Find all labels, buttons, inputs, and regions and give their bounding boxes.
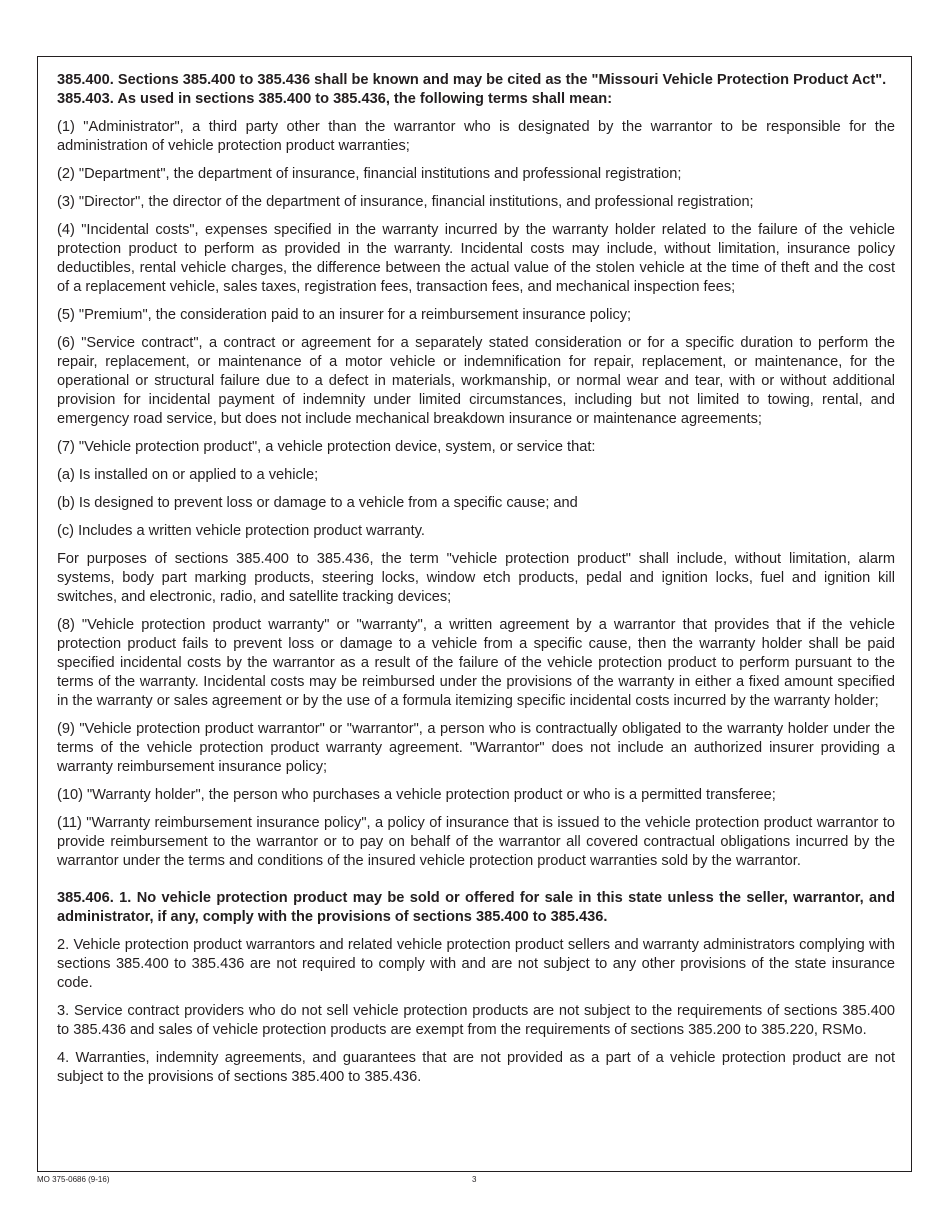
definition-vehicle-protection-product: (7) "Vehicle protection product", a vehicle protection device, system, or service that:: [57, 439, 596, 455]
section-385-406-item-4: 4. Warranties, indemnity agreements, and guarantees that are not provided as a part of a vehicle protection product are not subject to the provisions of sections 385.400 to 385.436.: [57, 1050, 895, 1085]
section-385-403-heading: 385.403. As used in sections 385.400 to 385.436, the following terms shall mean:: [57, 91, 613, 107]
page-number: 3: [472, 1175, 477, 1184]
section-385-406-heading: 385.406. 1. No vehicle protection product may be sold or offered for sale in this state unless the seller, warrantor, and administrator, if any, comply with the provisions of sections 385.400 to 385.436.: [57, 890, 895, 925]
form-number: MO 375-0686 (9-16): [37, 1175, 110, 1184]
definition-service-contract: (6) "Service contract", a contract or agreement for a separately stated consideration or for a specific duration to perform the repair, replacement, or maintenance of a motor vehicle or indemnification for repair, replacement, or maintenance, for the operational or structural failure due to a defect in materials, workmanship, or normal wear and tear, with or without additional provision for incidental payment of indemnity under limited circumstances, including but not limited to towing, rental, and emergency road service, but does not include mechanical breakdown insurance or maintenance agreements;: [57, 335, 895, 427]
definition-reimbursement-policy: (11) "Warranty reimbursement insurance policy", a policy of insurance that is issued to the vehicle protection product warrantor to provide reimbursement to the warrantor or to pay on behalf of the warrantor all covered contractual obligations incurred by the warrantor under the terms and conditions of the insured vehicle protection product warranties sold by the warrantor.: [57, 815, 895, 869]
definition-incidental-costs: (4) "Incidental costs", expenses specified in the warranty incurred by the warranty holder related to the failure of the vehicle protection product to perform as provided in the warranty. Incidental costs may include, without limitation, insurance policy deductibles, rental vehicle charges, the difference between the actual value of the stolen vehicle at the time of theft and the cost of a replacement vehicle, sales taxes, registration fees, transaction fees, and mechanical inspection fees;: [57, 222, 895, 295]
page-border: [37, 56, 912, 1172]
definition-warranty: (8) "Vehicle protection product warranty" or "warranty", a written agreement by a warrantor that provides that if the vehicle protection product fails to prevent loss or damage to a vehicle from a specific cause, then the warranty holder shall be paid specified incidental costs by the warrantor as a result of the failure of the vehicle protection product to perform pursuant to the terms of the warranty. Incidental costs may be reimbursed under the provisions of the warranty in either a fixed amount specified in the warranty or sales agreement or by the use of a formula itemizing specific incidental costs incurred by the warranty holder;: [57, 617, 895, 709]
definition-warrantor: (9) "Vehicle protection product warrantor" or "warrantor", a person who is contractually obligated to the warranty holder under the terms of the vehicle protection product warranty agreement. "Warrantor" does not include an authorized insurer providing a warranty reimbursement insurance policy;: [57, 721, 895, 775]
section-385-406-item-3: 3. Service contract providers who do not sell vehicle protection products are not subject to the requirements of sections 385.400 to 385.436 and sales of vehicle protection products are exempt from the requirements of sections 385.200 to 385.220, RSMo.: [57, 1003, 895, 1038]
definition-subitem-a: (a) Is installed on or applied to a vehicle;: [57, 467, 319, 483]
definition-department: (2) "Department", the department of insurance, financial institutions and professional registration;: [57, 166, 682, 182]
definition-premium: (5) "Premium", the consideration paid to an insurer for a reimbursement insurance policy;: [57, 307, 632, 323]
definition-subitem-c: (c) Includes a written vehicle protection product warranty.: [57, 523, 425, 539]
section-385-400-heading: 385.400. Sections 385.400 to 385.436 shall be known and may be cited as the "Missouri Vehicle Protection Product Act".: [57, 72, 887, 88]
section-385-406-item-2: 2. Vehicle protection product warrantors and related vehicle protection product sellers and warranty administrators complying with sections 385.400 to 385.436 are not required to comply with and are not subject to any other provisions of the state insurance code.: [57, 937, 895, 991]
definition-director: (3) "Director", the director of the department of insurance, financial institutions, and professional registration;: [57, 194, 754, 210]
definition-subitem-b: (b) Is designed to prevent loss or damage to a vehicle from a specific cause; and: [57, 495, 578, 511]
definition-purposes-note: For purposes of sections 385.400 to 385.436, the term "vehicle protection product" shall include, without limitation, alarm systems, body part marking products, steering locks, window etch products, pedal and ignition locks, fuel and ignition kill switches, and electronic, radio, and satellite tracking devices;: [57, 551, 895, 605]
definition-warranty-holder: (10) "Warranty holder", the person who purchases a vehicle protection product or who is a permitted transferee;: [57, 787, 776, 803]
definition-administrator: (1) "Administrator", a third party other than the warrantor who is designated by the warrantor to be responsible for the administration of vehicle protection product warranties;: [57, 119, 895, 154]
document-body: [57, 71, 895, 1096]
